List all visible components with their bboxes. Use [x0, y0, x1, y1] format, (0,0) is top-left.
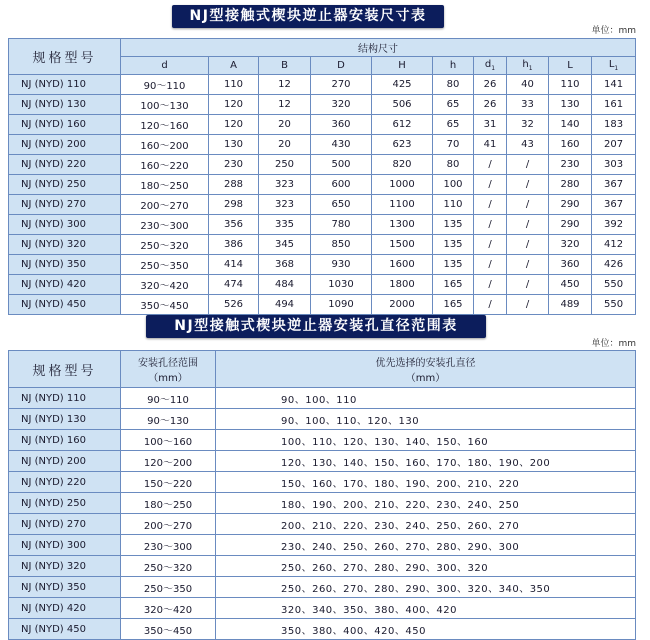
dimension-cell: 1000 [372, 175, 433, 195]
dimension-cell: 250～350 [121, 255, 209, 275]
range-cell: 230～300 [121, 535, 216, 556]
dimension-cell: 120～160 [121, 115, 209, 135]
table1-column-header [121, 57, 209, 75]
model-cell: NJ (NYD) 320 [9, 235, 121, 255]
dimension-cell: 500 [311, 155, 372, 175]
model-cell: NJ (NYD) 200 [9, 135, 121, 155]
dimension-cell: 320～420 [121, 275, 209, 295]
table-row [9, 535, 636, 556]
dimension-cell: 386 [209, 235, 259, 255]
dimension-cell: 392 [592, 215, 636, 235]
dimension-cell: 110 [209, 75, 259, 95]
model-cell: NJ (NYD) 450 [9, 619, 121, 640]
dimension-cell: 80 [433, 155, 474, 175]
dimension-cell: 526 [209, 295, 259, 315]
dimension-cell: 412 [592, 235, 636, 255]
table-row [9, 430, 636, 451]
dimension-cell: 425 [372, 75, 433, 95]
range-cell: 120～200 [121, 451, 216, 472]
dimension-cell: 33 [507, 95, 549, 115]
range-cell: 90～110 [121, 388, 216, 409]
dimension-cell: 1500 [372, 235, 433, 255]
dimension-cell: 623 [372, 135, 433, 155]
table1-model-header: 规格型号 [9, 39, 121, 75]
column-header-subscript: 1 [614, 65, 619, 72]
table1-column-header [592, 57, 636, 75]
dimension-cell: 135 [433, 235, 474, 255]
column-header-subscript: 1 [528, 65, 533, 72]
column-header-label: H [398, 60, 406, 71]
table2-model-header: 规格型号 [9, 351, 121, 388]
dimension-cell: 110 [549, 75, 592, 95]
dimension-cell: 43 [507, 135, 549, 155]
dimension-cell: 141 [592, 75, 636, 95]
dimension-cell: / [507, 255, 549, 275]
table-row [9, 75, 636, 95]
column-header-label: h [522, 59, 529, 70]
dimension-cell: 120 [209, 95, 259, 115]
dimension-cell: 367 [592, 175, 636, 195]
dimension-cell: 550 [592, 275, 636, 295]
preferred-diameters-cell: 230、240、250、260、270、280、290、300 [216, 535, 636, 556]
model-cell: NJ (NYD) 130 [9, 95, 121, 115]
dimension-cell: 165 [433, 275, 474, 295]
dimension-cell: 70 [433, 135, 474, 155]
model-cell: NJ (NYD) 350 [9, 577, 121, 598]
model-cell: NJ (NYD) 220 [9, 155, 121, 175]
table-row [9, 514, 636, 535]
dimension-cell: 650 [311, 195, 372, 215]
table-row [9, 388, 636, 409]
model-cell: NJ (NYD) 160 [9, 430, 121, 451]
column-header-subscript: 1 [491, 65, 496, 72]
column-header-label: D [337, 60, 345, 71]
table-row [9, 155, 636, 175]
column-header-label: L [567, 60, 573, 71]
column-header-label: A [230, 60, 237, 71]
dimension-cell: 489 [549, 295, 592, 315]
range-cell: 320～420 [121, 598, 216, 619]
dimension-table [8, 38, 636, 315]
dimension-cell: / [474, 175, 507, 195]
model-cell: NJ (NYD) 420 [9, 275, 121, 295]
table1-column-header [433, 57, 474, 75]
preferred-diameters-cell: 200、210、220、230、240、250、260、270 [216, 514, 636, 535]
range-cell: 250～320 [121, 556, 216, 577]
range-cell: 350～450 [121, 619, 216, 640]
table1-body [9, 75, 636, 315]
dimension-cell: 474 [209, 275, 259, 295]
model-cell: NJ (NYD) 320 [9, 556, 121, 577]
table-row [9, 409, 636, 430]
preferred-diameters-cell: 350、380、400、420、450 [216, 619, 636, 640]
table-row [9, 95, 636, 115]
range-cell: 250～350 [121, 577, 216, 598]
dimension-cell: 180～250 [121, 175, 209, 195]
dimension-cell: 270 [311, 75, 372, 95]
dimension-cell: 506 [372, 95, 433, 115]
preferred-diameters-cell: 320、340、350、380、400、420 [216, 598, 636, 619]
dimension-cell: 1300 [372, 215, 433, 235]
column-header-label: d [161, 60, 168, 71]
table1-column-header [474, 57, 507, 75]
column-header-label: L [608, 59, 615, 70]
dimension-cell: 320 [549, 235, 592, 255]
model-cell: NJ (NYD) 270 [9, 195, 121, 215]
table1-column-header [507, 57, 549, 75]
table1-structure-header: 结构尺寸 [121, 39, 636, 57]
model-cell: NJ (NYD) 300 [9, 535, 121, 556]
dimension-cell: 230 [549, 155, 592, 175]
model-cell: NJ (NYD) 250 [9, 493, 121, 514]
dimension-cell: / [474, 275, 507, 295]
dimension-cell: 200～270 [121, 195, 209, 215]
dimension-cell: 230～300 [121, 215, 209, 235]
table2-preferred-header-line2: （mm） [405, 373, 446, 384]
dimension-cell: 484 [259, 275, 311, 295]
dimension-cell: 40 [507, 75, 549, 95]
model-cell: NJ (NYD) 350 [9, 255, 121, 275]
dimension-cell: 160 [549, 135, 592, 155]
dimension-cell: / [507, 215, 549, 235]
dimension-cell: / [474, 195, 507, 215]
model-cell: NJ (NYD) 270 [9, 514, 121, 535]
range-cell: 200～270 [121, 514, 216, 535]
dimension-cell: 250～320 [121, 235, 209, 255]
dimension-cell: 12 [259, 95, 311, 115]
table-row [9, 275, 636, 295]
dimension-cell: 367 [592, 195, 636, 215]
dimension-cell: 290 [549, 215, 592, 235]
preferred-diameters-cell: 90、100、110 [216, 388, 636, 409]
dimension-cell: 335 [259, 215, 311, 235]
dimension-cell: 26 [474, 95, 507, 115]
dimension-cell: 80 [433, 75, 474, 95]
dimension-cell: 130 [209, 135, 259, 155]
dimension-cell: 183 [592, 115, 636, 135]
dimension-cell: 780 [311, 215, 372, 235]
dimension-cell: 207 [592, 135, 636, 155]
dimension-cell: / [507, 175, 549, 195]
table-row [9, 195, 636, 215]
dimension-cell: 165 [433, 295, 474, 315]
table2-body [9, 388, 636, 640]
dimension-cell: 360 [311, 115, 372, 135]
dimension-cell: 65 [433, 95, 474, 115]
dimension-cell: 1100 [372, 195, 433, 215]
table1-column-header [209, 57, 259, 75]
dimension-cell: 320 [311, 95, 372, 115]
table-row [9, 235, 636, 255]
table1-column-header [549, 57, 592, 75]
model-cell: NJ (NYD) 130 [9, 409, 121, 430]
dimension-cell: 31 [474, 115, 507, 135]
model-cell: NJ (NYD) 200 [9, 451, 121, 472]
dimension-cell: 26 [474, 75, 507, 95]
dimension-cell: / [507, 275, 549, 295]
table1-column-header [259, 57, 311, 75]
dimension-cell: 135 [433, 215, 474, 235]
dimension-cell: 930 [311, 255, 372, 275]
model-cell: NJ (NYD) 110 [9, 75, 121, 95]
model-cell: NJ (NYD) 220 [9, 472, 121, 493]
dimension-cell: 360 [549, 255, 592, 275]
table-row [9, 255, 636, 275]
dimension-cell: / [474, 255, 507, 275]
dimension-cell: 41 [474, 135, 507, 155]
range-cell: 150～220 [121, 472, 216, 493]
table2-range-header [121, 351, 216, 388]
dimension-cell: 230 [209, 155, 259, 175]
dimension-cell: / [507, 295, 549, 315]
dimension-cell: 90～110 [121, 75, 209, 95]
table1-column-header [372, 57, 433, 75]
dimension-cell: 135 [433, 255, 474, 275]
dimension-cell: / [507, 195, 549, 215]
table-row [9, 598, 636, 619]
dimension-cell: 100～130 [121, 95, 209, 115]
table2-header-row [9, 351, 636, 388]
table1-column-header [311, 57, 372, 75]
dimension-cell: 12 [259, 75, 311, 95]
model-cell: NJ (NYD) 450 [9, 295, 121, 315]
dimension-cell: 20 [259, 135, 311, 155]
table-row [9, 451, 636, 472]
dimension-cell: 32 [507, 115, 549, 135]
model-cell: NJ (NYD) 250 [9, 175, 121, 195]
table2-title: NJ型接触式楔块逆止器安装孔直径范围表 [146, 315, 486, 338]
table-row [9, 577, 636, 598]
dimension-cell: 345 [259, 235, 311, 255]
dimension-cell: 612 [372, 115, 433, 135]
dimension-cell: 160～220 [121, 155, 209, 175]
table-row [9, 556, 636, 577]
dimension-cell: 1030 [311, 275, 372, 295]
dimension-cell: / [507, 235, 549, 255]
model-cell: NJ (NYD) 420 [9, 598, 121, 619]
dimension-cell: / [474, 215, 507, 235]
dimension-cell: 430 [311, 135, 372, 155]
dimension-cell: 850 [311, 235, 372, 255]
preferred-diameters-cell: 90、100、110、120、130 [216, 409, 636, 430]
dimension-cell: 20 [259, 115, 311, 135]
dimension-cell: 820 [372, 155, 433, 175]
dimension-cell: 280 [549, 175, 592, 195]
dimension-cell: 140 [549, 115, 592, 135]
table2-range-header-line2: （mm） [148, 373, 188, 384]
table1-unit-label: 单位：mm [591, 26, 636, 36]
model-cell: NJ (NYD) 110 [9, 388, 121, 409]
dimension-cell: 1800 [372, 275, 433, 295]
preferred-diameters-cell: 180、190、200、210、220、230、240、250 [216, 493, 636, 514]
range-cell: 100～160 [121, 430, 216, 451]
table1-title: NJ型接触式楔块逆止器安装尺寸表 [172, 5, 444, 28]
dimension-cell: 110 [433, 195, 474, 215]
table2-preferred-header-line1: 优先选择的安装孔直径 [375, 358, 476, 369]
dimension-cell: 356 [209, 215, 259, 235]
column-header-label: h [449, 60, 457, 71]
table-row [9, 135, 636, 155]
column-header-label: d [484, 59, 492, 70]
dimension-cell: 323 [259, 175, 311, 195]
model-cell: NJ (NYD) 160 [9, 115, 121, 135]
dimension-cell: 426 [592, 255, 636, 275]
dimension-cell: 1600 [372, 255, 433, 275]
dimension-cell: 550 [592, 295, 636, 315]
dimension-cell: 120 [209, 115, 259, 135]
dimension-cell: / [474, 235, 507, 255]
dimension-cell: 130 [549, 95, 592, 115]
preferred-diameters-cell: 150、160、170、180、190、200、210、220 [216, 472, 636, 493]
table-row [9, 619, 636, 640]
table-row [9, 215, 636, 235]
table-row [9, 493, 636, 514]
table2-unit-label: 单位：mm [591, 339, 636, 349]
preferred-diameters-cell: 250、260、270、280、290、300、320、340、350 [216, 577, 636, 598]
preferred-diameters-cell: 100、110、120、130、140、150、160 [216, 430, 636, 451]
column-header-label: B [281, 60, 288, 71]
range-cell: 90～130 [121, 409, 216, 430]
table-row [9, 472, 636, 493]
dimension-cell: 600 [311, 175, 372, 195]
dimension-cell: 1090 [311, 295, 372, 315]
table2-preferred-header [216, 351, 636, 388]
dimension-cell: 323 [259, 195, 311, 215]
preferred-diameters-cell: 120、130、140、150、160、170、180、190、200 [216, 451, 636, 472]
dimension-cell: 494 [259, 295, 311, 315]
dimension-cell: 450 [549, 275, 592, 295]
table-row [9, 295, 636, 315]
table1-group-header-row [9, 39, 636, 57]
model-cell: NJ (NYD) 300 [9, 215, 121, 235]
dimension-cell: 160～200 [121, 135, 209, 155]
table-row [9, 175, 636, 195]
preferred-diameters-cell: 250、260、270、280、290、300、320 [216, 556, 636, 577]
mounting-hole-table [8, 350, 636, 640]
dimension-cell: 250 [259, 155, 311, 175]
dimension-cell: 288 [209, 175, 259, 195]
dimension-cell: / [507, 155, 549, 175]
table2-range-header-line1: 安装孔径范围 [138, 358, 198, 369]
dimension-cell: 65 [433, 115, 474, 135]
dimension-cell: 298 [209, 195, 259, 215]
dimension-cell: 368 [259, 255, 311, 275]
dimension-cell: 303 [592, 155, 636, 175]
dimension-cell: / [474, 295, 507, 315]
dimension-cell: 2000 [372, 295, 433, 315]
dimension-cell: / [474, 155, 507, 175]
dimension-cell: 414 [209, 255, 259, 275]
dimension-cell: 350～450 [121, 295, 209, 315]
table-row [9, 115, 636, 135]
dimension-cell: 100 [433, 175, 474, 195]
dimension-cell: 290 [549, 195, 592, 215]
dimension-cell: 161 [592, 95, 636, 115]
range-cell: 180～250 [121, 493, 216, 514]
